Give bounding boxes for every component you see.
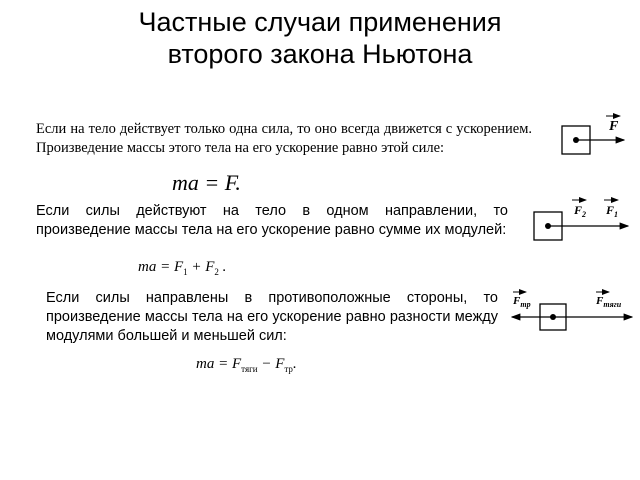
case1-force-label: F bbox=[609, 119, 619, 134]
slide-title bbox=[0, 6, 640, 70]
case3-formula-sub2: тр bbox=[284, 364, 293, 374]
case2-text: Если силы действуют на тело в одном направлении, то произведение массы тела на его ускорение равно сумме их модулей: bbox=[36, 203, 508, 238]
case2-formula-sub1: 1 bbox=[183, 267, 188, 277]
case3-text: Если силы направлены в противоположные стороны, то произведение массы тела на его ускорение равно разности между модулями большей и меньшей сил: bbox=[46, 290, 498, 344]
case3-diagram bbox=[508, 282, 636, 342]
case3-formula-sub1: тяги bbox=[241, 364, 258, 374]
title-line-1: Частные случаи применения bbox=[138, 7, 502, 37]
case1-formula: ma = F. bbox=[172, 170, 241, 195]
case1-diagram bbox=[540, 108, 630, 168]
case2-formula bbox=[138, 259, 226, 277]
title-line-2: второго закона Ньютона bbox=[167, 39, 473, 69]
case3-force-label-left: $F_{тр}$ bbox=[513, 295, 531, 309]
case3-formula bbox=[196, 356, 297, 374]
case2-formula-plus: + F bbox=[187, 259, 215, 275]
case2-formula-lhs: ma = F bbox=[138, 259, 184, 275]
case3-formula-minus: − F bbox=[257, 356, 285, 372]
case3-force-label-right: $F_{тяги}$ bbox=[596, 295, 622, 309]
case2-formula-sub2: 2 bbox=[214, 267, 219, 277]
case2-diagram bbox=[528, 192, 633, 252]
case2-force-label-a: $F_2$ bbox=[574, 203, 587, 219]
case2-force-label-b: $F_1$ bbox=[606, 203, 619, 219]
case1-text: Если на тело действует только одна сила, то оно всегда движется с ускорением. Произведение массы этого тела на его ускорение равно этой силе: bbox=[36, 121, 532, 156]
case2-formula-end: . bbox=[218, 259, 227, 275]
case3-formula-lhs: ma = F bbox=[196, 356, 242, 372]
case3-formula-end: . bbox=[292, 356, 297, 372]
